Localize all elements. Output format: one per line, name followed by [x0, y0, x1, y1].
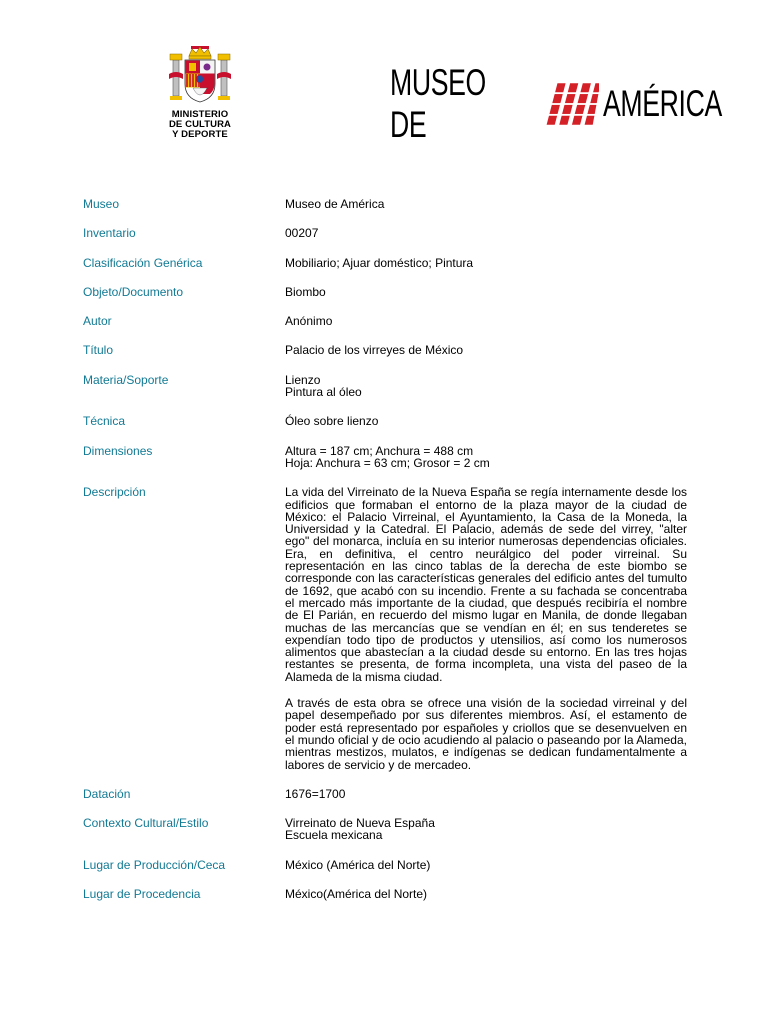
- ministry-line: Y DEPORTE: [172, 129, 228, 140]
- field-row: [83, 817, 687, 842]
- field-value-line: México (América del Norte): [285, 857, 431, 872]
- stripes-logo-icon: [543, 81, 599, 127]
- field-value: [285, 486, 687, 771]
- field-row: [83, 486, 687, 771]
- field-row: [83, 888, 687, 900]
- field-value: [285, 227, 687, 239]
- field-label: Materia/Soporte: [83, 372, 169, 387]
- museum-logo-text-left: MUSEO DE: [390, 62, 486, 145]
- field-label: Contexto Cultural/Estilo: [83, 816, 209, 831]
- field-value-line: Mobiliario; Ajuar doméstico; Pintura: [285, 255, 474, 270]
- field-value: [285, 344, 687, 356]
- field-row: [83, 315, 687, 327]
- field-label: Técnica: [83, 414, 126, 429]
- field-value-line: Óleo sobre lienzo: [285, 414, 379, 429]
- field-value-line: Escuela mexicana: [285, 828, 383, 843]
- field-row: [83, 286, 687, 298]
- field-row: [83, 415, 687, 427]
- coat-of-arms-icon: [165, 44, 235, 106]
- field-value: [285, 817, 687, 842]
- field-row: [83, 257, 687, 269]
- field-value-line: Hoja: Anchura = 63 cm; Grosor = 2 cm: [285, 455, 490, 470]
- field-value: [285, 445, 687, 470]
- field-value-line: Lienzo: [285, 372, 321, 387]
- ministry-line: DE CULTURA: [168, 119, 232, 130]
- field-label: Autor: [83, 314, 112, 329]
- museum-logo-text-right: AMÉRICA: [602, 83, 722, 124]
- field-value: [285, 788, 687, 800]
- field-value-line: 1676=1700: [285, 786, 346, 801]
- field-label: Inventario: [83, 226, 136, 241]
- field-value-line: México(América del Norte): [285, 886, 428, 901]
- field-label: Dimensiones: [83, 443, 153, 458]
- field-value-line: Virreinato de Nueva España: [285, 816, 435, 831]
- field-value: [285, 415, 687, 427]
- field-row: [83, 344, 687, 356]
- field-label: Objeto/Documento: [83, 284, 184, 299]
- ministry-line: MINISTERIO: [171, 109, 229, 120]
- field-value: [285, 198, 687, 210]
- field-value: [285, 257, 687, 269]
- field-value: [285, 286, 687, 298]
- museum-logo: [390, 62, 768, 145]
- field-label: Lugar de Producción/Ceca: [83, 857, 226, 872]
- field-label: Título: [83, 343, 114, 358]
- field-value-line: Pintura al óleo: [285, 385, 362, 400]
- record-table: [83, 198, 687, 917]
- field-value-line: Anónimo: [285, 314, 333, 329]
- field-value: [285, 374, 687, 399]
- field-label: Clasificación Genérica: [83, 255, 203, 270]
- field-row: [83, 374, 687, 399]
- field-value-line: Biombo: [285, 284, 326, 299]
- field-value: [285, 315, 687, 327]
- field-label: Datación: [83, 786, 131, 801]
- field-value: [285, 859, 687, 871]
- field-label: Descripción: [83, 485, 146, 500]
- field-value: [285, 888, 687, 900]
- ministry-logo: [160, 44, 240, 144]
- field-row: [83, 445, 687, 470]
- field-row: [83, 227, 687, 239]
- field-value-line: Palacio de los virreyes de México: [285, 343, 464, 358]
- ministry-name: [160, 110, 240, 140]
- field-label: Museo: [83, 197, 120, 211]
- field-value-line: 00207: [285, 226, 319, 241]
- description-paragraph: La vida del Virreinato de la Nueva España se regía internamente desde los edificios que formaban el entorno de la plaza mayor de la ciudad de México: el Palacio Virreinal, el Ayuntamiento, la Casa de la Moneda, la Universidad y la Catedral. El Palacio, además de sede del virrey, "alter ego" del monarca, incluía en su interior numerosas dependencias oficiales. Era, en definitiva, el centro neurálgico del poder virreinal. Su representación en las cinco tablas de la derecha de este biombo se corresponde con las características generales del edificio antes del tumulto de 1692, que acabó con su incendio. Frente a su fachada se concentraba el mercado más importante de la ciudad, que después recibiría el nombre de El Parián, en recuerdo del mismo lugar en Manila, de donde llegaban muchas de las mercancías que se vendían en él; en sus tenderetes se expendían todo tipo de productos y utensilios, así como los numerosos alimentos que abastecían a la ciudad desde su entorno. En las tres hojas restantes se presenta, de forma incompleta, una vista del paseo de la Alameda de la misma ciudad.: [285, 485, 687, 684]
- field-value-line: Altura = 187 cm; Anchura = 488 cm: [285, 443, 474, 458]
- field-row: [83, 198, 687, 210]
- field-row: [83, 859, 687, 871]
- field-label: Lugar de Procedencia: [83, 886, 201, 901]
- field-value-line: Museo de América: [285, 197, 385, 211]
- field-row: [83, 788, 687, 800]
- description-paragraph: A través de esta obra se ofrece una visión de la sociedad virreinal y del papel desempeñado por sus diferentes miembros. Así, el estamento de poder está representado por españoles y criollos que se desenvuelven en el mundo oficial y de ocio acudiendo al palacio o paseando por la Alameda, mientras mestizos, mulatos, e indígenas se dedican fundamentalmente a labores de servicio y de mercadeo.: [285, 696, 687, 772]
